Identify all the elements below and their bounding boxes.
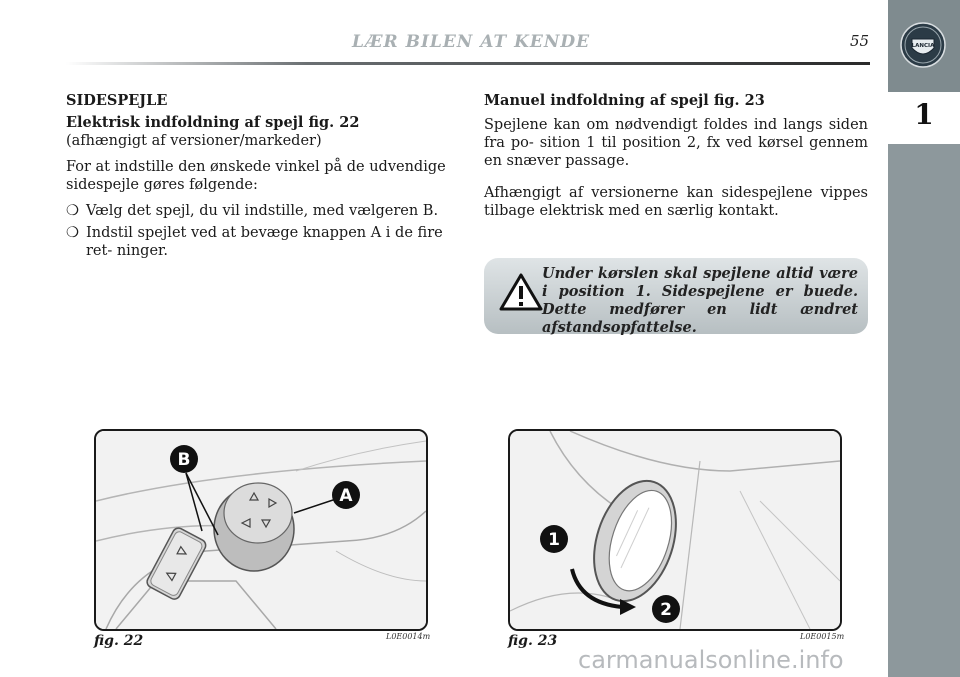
electric-fold-paragraph: Afhængigt af versionerne kan sidespejlene vippes tilbage elektrisk med en særlig kontakt. bbox=[484, 185, 868, 219]
warning-text: Under kørslen skal spejlene altid være i position 1. Sidespejlene er buede. Dette medfører en lidt ændret afstandsopfattelse. bbox=[542, 265, 858, 336]
chapter-sidebar bbox=[888, 0, 960, 677]
label-a: A bbox=[339, 486, 353, 506]
subheading-fig22: Elektrisk indfoldning af spejl fig. 22 bbox=[66, 114, 360, 131]
figure-caption: fig. 23 bbox=[508, 633, 558, 649]
figure-code: L0E0015m bbox=[800, 632, 845, 641]
svg-text:LANCIA: LANCIA bbox=[911, 43, 935, 49]
mirror-switch-illustration bbox=[96, 431, 426, 629]
label-b: B bbox=[177, 450, 191, 470]
header-rule bbox=[66, 62, 870, 65]
right-column bbox=[484, 92, 868, 228]
warning-box bbox=[484, 258, 868, 334]
chapter-number: 1 bbox=[914, 98, 934, 131]
figure-code: L0E0014m bbox=[386, 632, 431, 641]
sidebar-logo-area bbox=[888, 0, 960, 92]
list-item-text: Indstil spejlet ved at bevæge knappen A i de fire ret- ninger. bbox=[86, 225, 443, 259]
subheading-fig23: Manuel indfoldning af spejl fig. 23 bbox=[484, 92, 765, 109]
watermark: carmanualsonline.info bbox=[578, 646, 844, 674]
left-column bbox=[66, 92, 460, 264]
lancia-shield-icon bbox=[900, 22, 946, 68]
page-number: 55 bbox=[850, 32, 870, 50]
subheading-note: (afhængigt af versioner/markeder) bbox=[66, 133, 322, 149]
bullet-circle-icon: ❍ bbox=[66, 203, 79, 219]
list-item-text: Vælg det spejl, du vil indstille, med vælgeren B. bbox=[86, 203, 439, 219]
figure-caption: fig. 22 bbox=[94, 633, 144, 649]
intro-paragraph: For at indstille den ønskede vinkel på de udvendige sidespejle gøres følgende: bbox=[66, 159, 446, 193]
figure-22 bbox=[94, 429, 428, 631]
list-item bbox=[66, 224, 460, 260]
manual-fold-paragraph: Spejlene kan om nødvendigt foldes ind langs siden fra po- sition 1 til position 2, fx ved kørsel gennem en snæver passage. bbox=[484, 117, 868, 169]
label-position-2: 2 bbox=[660, 600, 672, 620]
warning-triangle-icon bbox=[498, 272, 544, 312]
section-title: SIDESPEJLE bbox=[66, 92, 168, 109]
mirror-fold-illustration bbox=[510, 431, 840, 629]
bullet-circle-icon: ❍ bbox=[66, 225, 79, 241]
label-position-1: 1 bbox=[548, 530, 560, 550]
list-item bbox=[66, 202, 460, 220]
figure-23 bbox=[508, 429, 842, 631]
running-header: LÆR BILEN AT KENDE bbox=[352, 32, 591, 52]
